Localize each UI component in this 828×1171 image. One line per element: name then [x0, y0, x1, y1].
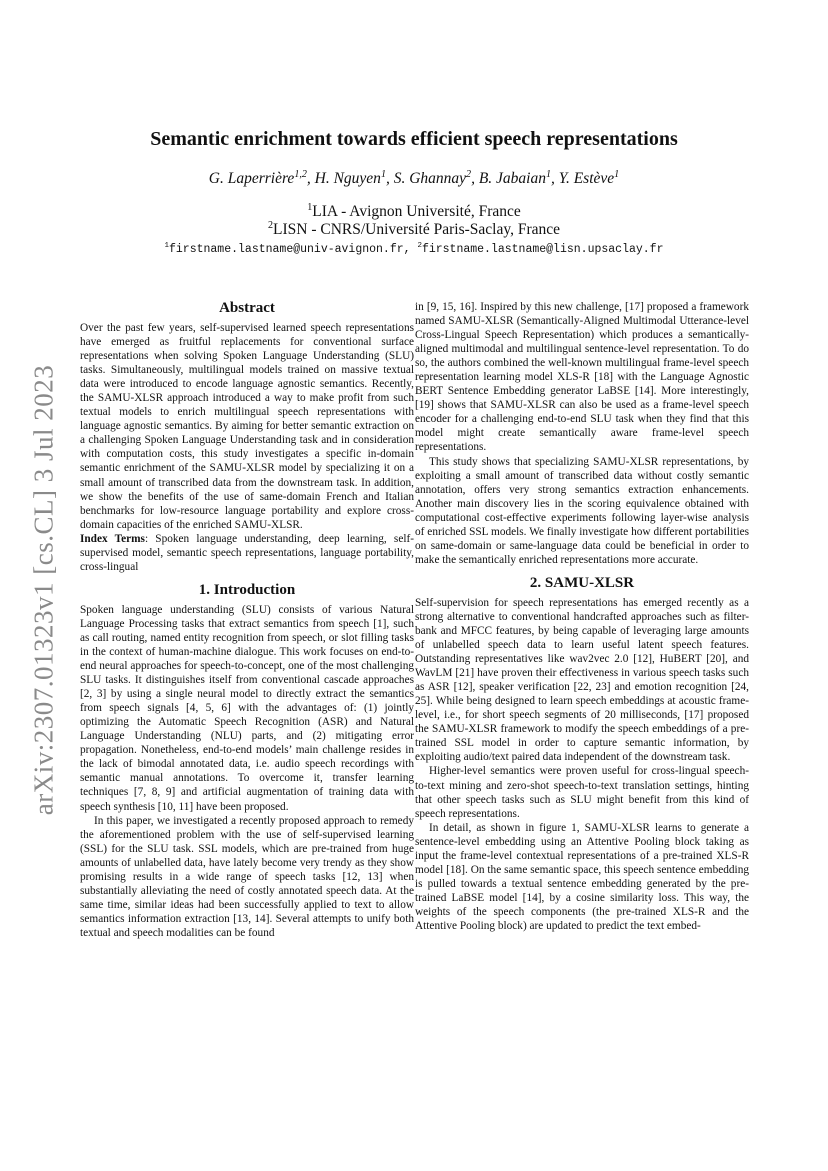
- email-address: firstname.lastname@univ-avignon.fr,: [169, 243, 411, 256]
- author-emails: [0, 243, 828, 256]
- email-mark: 1: [164, 242, 169, 251]
- right-column: [415, 300, 749, 933]
- affiliation-text: LISN - CNRS/Université Paris-Saclay, France: [273, 221, 561, 238]
- affiliation-mark: 2: [267, 219, 274, 231]
- samu-xlsr-paragraph: Higher-level semantics were proven useful for cross-lingual speech-to-text mining and zero-shot speech-to-text translation settings, hinting that other speech tasks such as SLU might benefit from this kind of speech representations.: [415, 765, 749, 820]
- author-name: Y. Estève: [558, 170, 615, 187]
- left-column: [80, 300, 414, 940]
- affiliation-mark: 1: [307, 201, 313, 213]
- arxiv-identifier: [22, 364, 66, 816]
- index-terms: [80, 532, 414, 574]
- abstract-text: Over the past few years, self-supervised learned speech representations have emerged as fruitful replacements for conventional surface representations when solving Spoken Language Understanding (SLU) tasks. Simultaneously, multilingual models trained on massive textual data were introduced to encode language agnostic semantics. Recently, the SAMU-XLSR approach introduced a way to make profit from such textual models to enrich multilingual speech representations with language agnostic semantics. By aiming for better semantic extraction on a challenging Spoken Language Understanding task and in consideration with computation costs, this study investigates a specific in-domain semantic enrichment of the SAMU-XLSR model by specializing it on a small amount of transcribed data from the downstream task. In addition, we show the benefits of the use of same-domain French and Italian benchmarks for low-resource language portability and explore cross-domain capacities of the enriched SAMU-XLSR.: [80, 322, 414, 531]
- introduction-paragraph: in [9, 15, 16]. Inspired by this new challenge, [17] proposed a framework named SAMU-XLSR (Semantically-Aligned Multimodal Utterance-level Cross-Lingual Speech Representation) which produces a semantically-aligned multimodal and multilingual sentence-level representation. To do so, the authors combined the well-known multilingual frame-level speech representation learning model XLS-R [18] with the Language Agnostic BERT Sentence Embedding generator LaBSE [14]. More interestingly, [19] shows that SAMU-XLSR can also be used as a frame-level speech encoder for a challenging end-to-end SLU task when they find that this model might create semantically aware frame-level speech representations.: [415, 301, 749, 454]
- affiliation-2: [0, 221, 828, 239]
- author-list: G. Laperrière$^{1,2}$, H. Nguyen$^1$, S. Ghannay$^2$, B. Jabaian$^1$, Y. Estève$^1$: [208, 168, 620, 187]
- section-heading-samu-xlsr: 2. SAMU-XLSR: [529, 574, 635, 591]
- author-name: B. Jabaian: [478, 170, 546, 187]
- abstract-heading: Abstract: [219, 300, 275, 316]
- arxiv-identifier-text: arXiv:2307.01323v1 [cs.CL] 3 Jul 2023: [28, 364, 59, 816]
- introduction-paragraph: In this paper, we investigated a recently proposed approach to remedy the aforementioned problem with the use of self-supervised learning (SSL) for the SLU task. SSL models, which are pre-trained from huge amounts of unlabelled data, have lately become very trendy as they show promising results in a wide range of speech tasks [12, 13] when substantially alleviating the need of costly annotated speech data. At the same time, similar ideas had been successfully applied to text to allow semantics information extraction [13, 14]. Several attempts to unify both textual and speech modalities can be found: [80, 814, 414, 939]
- introduction-paragraph: This study shows that specializing SAMU-XLSR representations, by exploiting a small amount of transcribed data without costly semantic annotation, offers very strong semantics extraction enhancements. Another main discovery lies in the scoring equivalence obtained with computational cost-effective experiments following layer-wise analysis of enriched SSL models. We finally investigate how different portabilities on same-domain or same-language data could be beneficial in order to make the semantically enriched representations more accurate.: [415, 455, 749, 566]
- affiliation-text: LIA - Avignon Université, France: [312, 203, 521, 220]
- introduction-paragraph: Spoken language understanding (SLU) consists of various Natural Language Processing tasks that extract semantics from speech [1], such as call routing, named entity recognition from speech, or slot filling tasks in the context of human-machine dialogue. This work focuses on end-to-end neural approaches for speech-to-concept, one of the most challenging SLU tasks. It distinguishes itself from conventional cascade approaches [2, 3] by using a single neural model to directly extract the semantics from speech signals [4, 5, 6] with the advantages of: (1) jointly optimizing the Automatic Speech Recognition (ASR) and Natural Language Understanding (NLU) parts, and (2) mitigating error propagation. Nonetheless, end-to-end models’ main challenge resides in the lack of bimodal annotated data, i.e. audio speech recordings with semantic manual annotations. To overcome it, transfer learning techniques [7, 8, 9] and artificial augmentation of training data with speech synthesis [10, 11] have been proposed.: [80, 603, 414, 813]
- index-terms-label: Index Terms: [80, 532, 145, 545]
- author-affiliation-mark: 1,2: [294, 168, 307, 180]
- paper-title: Semantic enrichment towards efficient speech representations: [150, 128, 678, 150]
- author-affiliation-mark: 1: [380, 168, 386, 180]
- email-address: firstname.lastname@lisn.upsaclay.fr: [421, 243, 664, 256]
- section-heading-introduction: 1. Introduction: [198, 581, 296, 598]
- author-name: H. Nguyen: [314, 170, 381, 187]
- email-mark: 2: [417, 242, 422, 251]
- samu-xlsr-paragraph: In detail, as shown in figure 1, SAMU-XLSR learns to generate a sentence-level embedding using an Attentive Pooling block taking as input the frame-level contextual representations of a pre-trained XLS-R model [18]. On the same semantic space, this speech sentence embedding is pulled towards a textual sentence embedding generated by the pre-trained LaBSE model [14], by a cosine similarity loss. This way, the weights of the speech components (the pre-trained XLS-R and the Attentive Pooling block) are updated to predict the text embed-: [415, 821, 749, 932]
- author-affiliation-mark: 1: [614, 168, 620, 180]
- author-affiliation-mark: 2: [466, 168, 472, 180]
- author-affiliation-mark: 1: [545, 168, 552, 180]
- samu-xlsr-paragraph: Self-supervision for speech representations has emerged recently as a strong alternative to conventional handcrafted approaches such as filter-bank and MFCC features, by being capable of leveraging large amounts of unlabelled speech data to learn useful latent speech features. Outstanding representatives like wav2vec 2.0 [12], HuBERT [20], and WavLM [21] have proven their effectiveness in various speech tasks such as ASR [12], speaker verification [22, 23] and emotion recognition [24, 25]. While being designed to learn speech embeddings at acoustic frame-level, i.e., for short speech segments of 20 milliseconds, [17] proposed the SAMU-XLSR framework to modify the speech embeddings of a pre-trained SSL model in order to capture semantic information, by exploiting audio/text paired data independent of the downstream task.: [415, 596, 749, 764]
- author-name: G. Laperrière: [208, 170, 295, 187]
- author-name: S. Ghannay: [393, 170, 467, 187]
- index-terms-text: : Spoken language understanding, deep learning, self-supervised model, semantic speech representations, language portability, cross-lingual: [80, 532, 415, 573]
- affiliation-1: [0, 203, 828, 221]
